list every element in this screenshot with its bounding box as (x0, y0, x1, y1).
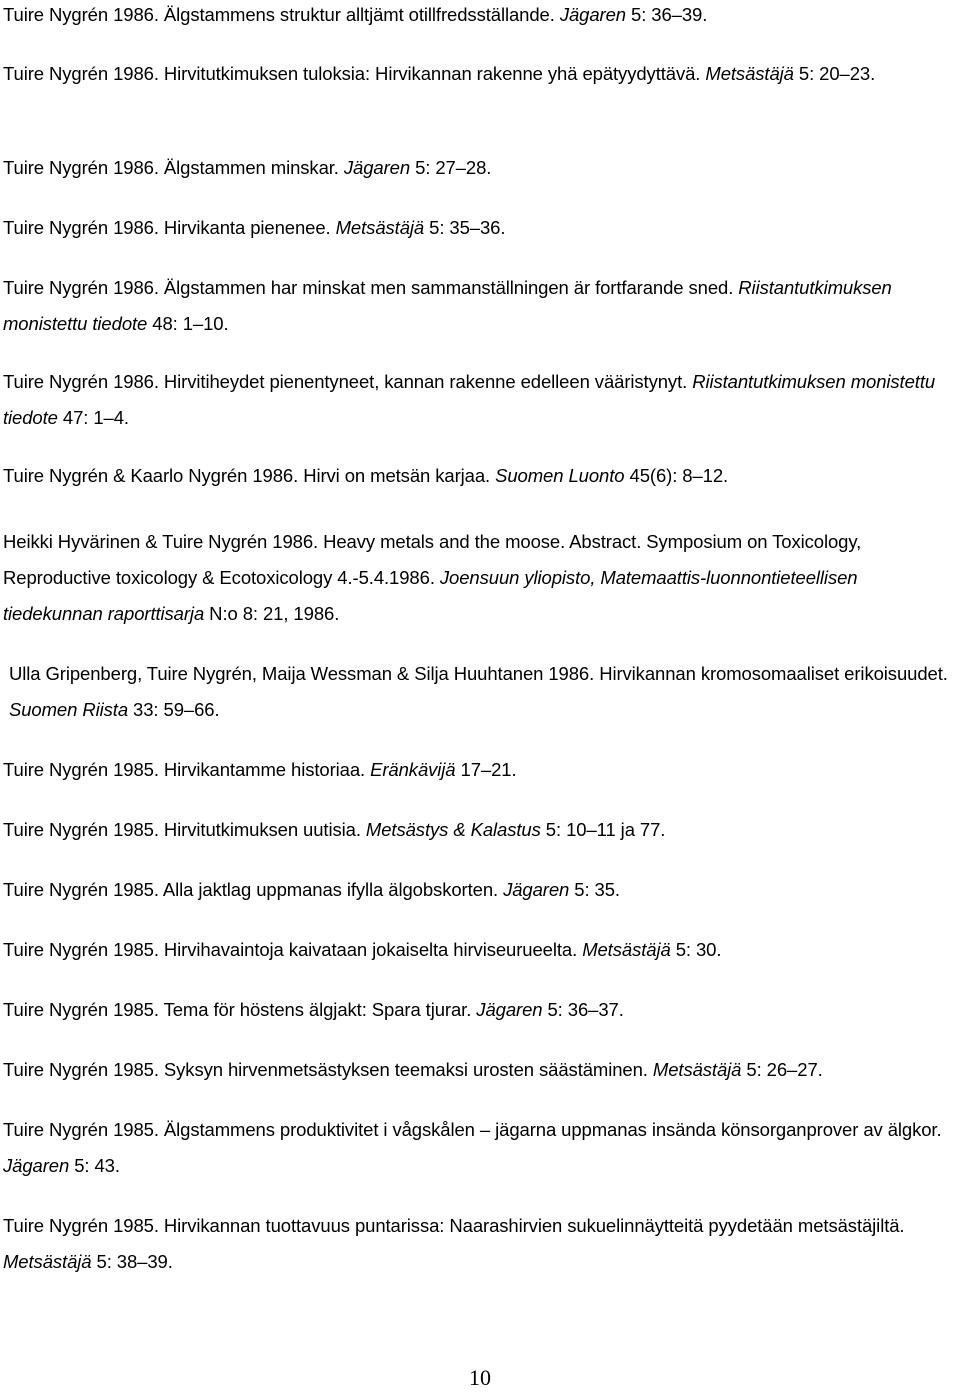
reference-pages: 5: 43. (69, 1155, 120, 1176)
reference-entry (3, 656, 960, 728)
reference-entry (3, 992, 958, 1028)
reference-pages: 5: 10–11 ja 77. (540, 819, 666, 840)
page-number: 10 (469, 1365, 491, 1390)
reference-text: Tuire Nygrén 1985. Hirvihavaintoja kaivataan jokaiselta hirviseurueelta. (3, 939, 583, 960)
reference-entry (3, 1112, 958, 1184)
reference-entry (3, 1052, 958, 1088)
reference-entry (3, 752, 958, 788)
journal-title: Riistantutkimuksen monistettu tiedote (3, 371, 936, 428)
reference-text: Tuire Nygrén 1986. Älgstammens struktur alltjämt otillfredsställande. (3, 4, 560, 25)
journal-title: Metsästäjä (652, 1059, 742, 1080)
journal-title: Suomen Luonto (495, 465, 625, 486)
reference-entry (3, 56, 958, 92)
reference-text: Heikki Hyvärinen & Tuire Nygrén 1986. Heavy metals and the moose. Abstract. Symposium on Toxicology, Reproductive toxicology & Ecotoxicology 4.-5.4.1986. (3, 531, 862, 588)
journal-title: Jägaren (503, 879, 570, 900)
reference-text: Tuire Nygrén 1986. Hirvikanta pienenee. (3, 217, 336, 238)
reference-pages: 48: 1–10. (147, 313, 229, 334)
reference-text: Ulla Gripenberg, Tuire Nygrén, Maija Wessman & Silja Huuhtanen 1986. Hirvikannan kromosomaaliset erikoisuudet. (9, 663, 948, 684)
reference-pages: 5: 20–23. (793, 63, 876, 84)
reference-pages: 5: 30. (670, 939, 722, 960)
reference-entry (3, 270, 958, 342)
reference-text: Tuire Nygrén 1986. Älgstammen har minskat men sammanställningen är fortfarande sned. (3, 277, 739, 298)
reference-pages: 5: 35–36. (424, 217, 506, 238)
reference-text: Tuire Nygrén 1985. Hirvitutkimuksen uutisia. (3, 819, 366, 840)
reference-entry (3, 364, 958, 436)
reference-text: Tuire Nygrén 1986. Älgstammen minskar. (3, 157, 344, 178)
reference-text: Tuire Nygrén 1985. Hirvikantamme historiaa. (3, 759, 371, 780)
reference-text: Tuire Nygrén 1985. Tema för höstens älgjakt: Spara tjurar. (3, 999, 477, 1020)
reference-pages: 5: 26–27. (741, 1059, 823, 1080)
reference-pages: 5: 27–28. (410, 157, 492, 178)
journal-title: Eränkävijä (370, 759, 456, 780)
journal-title: Jägaren (559, 4, 626, 25)
reference-pages: 5: 38–39. (91, 1251, 173, 1272)
journal-title: Metsästys & Kalastus (365, 819, 541, 840)
journal-title: Metsästäjä (582, 939, 671, 960)
journal-title: Jägaren (3, 1155, 70, 1176)
journal-title: Metsästäjä (335, 217, 425, 238)
journal-title: Metsästäjä (3, 1251, 92, 1272)
reference-pages: N:o 8: 21, 1986. (204, 603, 340, 624)
reference-entry (3, 524, 958, 632)
reference-pages: 47: 1–4. (57, 407, 129, 428)
journal-title: Metsästäjä (705, 63, 794, 84)
reference-text: Tuire Nygrén 1985. Syksyn hirvenmetsästyksen teemaksi urosten säästäminen. (3, 1059, 653, 1080)
reference-text: Tuire Nygrén & Kaarlo Nygrén 1986. Hirvi on metsän karjaa. (3, 465, 496, 486)
reference-pages: 45(6): 8–12. (624, 465, 729, 486)
journal-title: Suomen Riista (9, 699, 129, 720)
reference-entry (3, 1208, 958, 1280)
reference-pages: 5: 36–39. (625, 4, 708, 25)
reference-text: Tuire Nygrén 1985. Alla jaktlag uppmanas ifylla älgobskorten. (3, 879, 504, 900)
journal-title: Riistantutkimuksen monistettu tiedote (3, 277, 892, 334)
reference-entry (3, 210, 958, 246)
reference-entry (3, 150, 958, 186)
reference-text: Tuire Nygrén 1986. Hirvitutkimuksen tuloksia: Hirvikannan rakenne yhä epätyydyttävä. (3, 63, 706, 84)
journal-title: Jägaren (476, 999, 543, 1020)
journal-title: Joensuun yliopisto, Matemaattis-luonnontieteellisen tiedekunnan raporttisarja (3, 567, 858, 624)
reference-text: Tuire Nygrén 1985. Älgstammens produktivitet i vågskålen – jägarna uppmanas insända könsorganprover av älgkor. (3, 1119, 942, 1140)
reference-entry (3, 932, 958, 968)
reference-pages: 5: 36–37. (542, 999, 624, 1020)
reference-text: Tuire Nygrén 1985. Hirvikannan tuottavuus puntarissa: Naarashirvien sukuelinnäytteitä pyydetään metsästäjiltä. (3, 1215, 905, 1236)
reference-entry (3, 812, 958, 848)
reference-entry (3, 0, 958, 33)
reference-entry (3, 872, 958, 908)
reference-entry (3, 458, 958, 494)
reference-text: Tuire Nygrén 1986. Hirvitiheydet pienentyneet, kannan rakenne edelleen vääristynyt. (3, 371, 693, 392)
reference-pages: 17–21. (455, 759, 517, 780)
reference-pages: 33: 59–66. (128, 699, 220, 720)
reference-pages: 5: 35. (569, 879, 620, 900)
journal-title: Jägaren (343, 157, 411, 178)
